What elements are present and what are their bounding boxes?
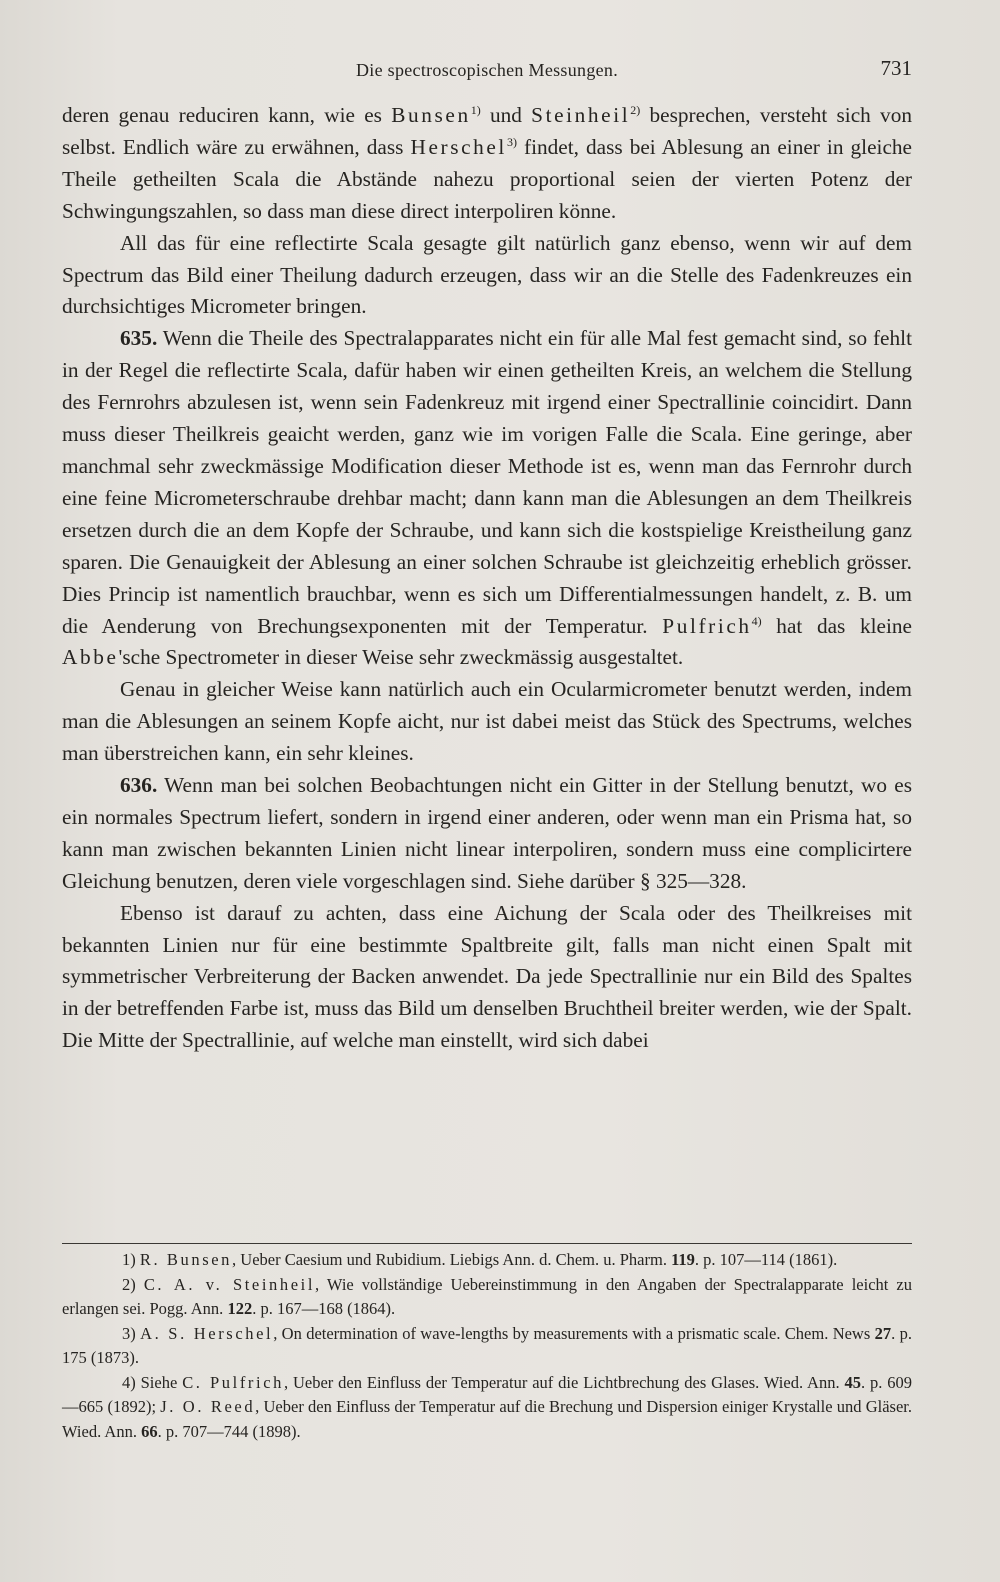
main-text xyxy=(62,100,912,1057)
text-run: . p. 167—168 (1864). xyxy=(252,1299,396,1318)
author-name-herschel: Herschel xyxy=(410,134,507,159)
author-name-bunsen: Bunsen xyxy=(391,103,471,127)
footnote-ref: 2) xyxy=(630,103,641,117)
text-run: , Wie vollständige Uebereinstimmung in den Angaben der Spectralapparate leicht zu erlangen sei. Pogg. Ann. xyxy=(62,1274,912,1318)
text-run: , On determination of wave-lengths by measurements with a prismatic scale. Chem. News xyxy=(273,1323,875,1343)
footnote-ref: 3) xyxy=(506,134,517,149)
text-run: . p. 107—114 (1861). xyxy=(694,1250,838,1269)
section-number: 635. xyxy=(120,326,158,351)
footnote-1 xyxy=(62,1248,912,1273)
paragraph: Ebenso ist darauf zu achten, dass eine Aichung der Scala oder des Theilkreises mit bekannten Linien nur für eine bestimmte Spaltbreite gilt, falls man nicht einen Spalt mit symmetrischer Verbreiterung der Backen anwendet. Da jede Spectrallinie nur ein Bild des Spaltes in der betreffenden Farbe ist, muss das Bild um denselben Bruchtheil breiter werden, wie der Spalt. Die Mitte der Spectrallinie, auf welche man einstellt, wird sich dabei xyxy=(62,900,912,1053)
text-run: deren genau reduciren kann, wie es xyxy=(62,103,392,127)
text-run: , Ueber den Einfluss der Temperatur auf die Lichtbrechung des Glases. Wied. Ann. xyxy=(283,1372,845,1392)
text-run: hat das kleine xyxy=(761,613,912,638)
author-name-abbe: Abbe xyxy=(62,645,119,670)
text-run: 1) xyxy=(122,1250,140,1269)
text-run: Wenn die Theile des Spectralapparates nicht ein für alle Mal fest gemacht sind, so fehlt in der Regel die reflectirte Scala, dafür haben wir einen getheilten Kreis, an welchem die Stellung des Fernrohrs abzulesen ist, wenn sein Fadenkreuz mit irgend einer Spectrallinie coincidirt. Dann muss dieser Theilkreis geaicht werden, ganz wie im vorigen Falle die Scala. Eine geringe, aber manchmal sehr zweckmässige Modification dieser Methode ist es, wenn man das Fernrohr durch eine feine Micrometerschraube drehbar macht; dann kann man die Ablesungen an dem Theilkreis ersetzen durch die an dem Kopfe der Schraube, und kann sich die kostspielige Kreistheilung ganz sparen. Die Genauigkeit der Ablesung an einer solchen Schraube ist gleichzeitig erheblich grösser. Dies Princip ist namentlich brauchbar, wenn es sich um Differentialmessungen handelt, z. B. um die Aenderung von Brechungsexponenten mit der Temperatur. xyxy=(62,326,912,638)
footnote-4 xyxy=(62,1371,912,1445)
volume-number: 122 xyxy=(227,1299,253,1318)
text-run: , Ueber den Einfluss der Temperatur auf die Brechung und Dispersion einiger Krystalle und Gläser. Wied. Ann. xyxy=(62,1397,912,1441)
paragraph: All das für eine reflectirte Scala gesagte gilt natürlich ganz ebenso, wenn wir auf dem Spectrum das Bild einer Theilung dadurch erzeugen, dass wir an die Stelle des Fadenkreuzes ein durchsichtiges Micrometer bringen. xyxy=(62,230,912,319)
author-name: R. Bunsen xyxy=(139,1250,233,1269)
footnote-3 xyxy=(62,1322,912,1371)
author-name: A. S. Herschel xyxy=(140,1323,274,1343)
section-636 xyxy=(62,770,912,898)
text-run: . p. 707—744 (1898). xyxy=(157,1421,301,1441)
author-name: J. O. Reed xyxy=(160,1397,256,1416)
volume-number: 27 xyxy=(874,1323,892,1343)
section-number: 636. xyxy=(120,773,158,798)
text-run: findet, dass bei Ablesung an einer in gleiche Theile getheilten Scala die Abstände nahezu proportional seien der vierten Potenz der Schwingungszahlen, so dass man diese direct interpoliren könne. xyxy=(62,134,912,223)
text-run: 2) xyxy=(122,1274,144,1294)
text-run: . p. 175 (1873). xyxy=(62,1323,912,1367)
text-run: 3) xyxy=(122,1323,141,1343)
author-name: C. Pulfrich xyxy=(182,1372,284,1392)
volume-number: 119 xyxy=(671,1250,695,1269)
author-name-pulfrich: Pulfrich xyxy=(662,613,752,638)
page-header xyxy=(62,56,912,88)
author-name-steinheil: Steinheil xyxy=(531,103,631,127)
footnote-ref: 1) xyxy=(470,103,481,117)
footnote-2 xyxy=(62,1273,912,1322)
page-number: 731 xyxy=(880,56,912,80)
text-run: . p. 609—665 (1892); xyxy=(62,1372,913,1416)
paragraph-continuation xyxy=(62,100,912,228)
paragraph: Genau in gleicher Weise kann natürlich auch ein Ocularmicrometer benutzt werden, indem man die Ablesungen an seinem Kopfe aicht, nur ist dabei meist das Stück des Spectrums, welches man überstreichen kann, ein sehr kleines. xyxy=(62,677,912,766)
footnote-ref: 4) xyxy=(751,613,762,628)
text-run: besprechen, versteht sich von selbst. Endlich wäre zu erwähnen, dass xyxy=(62,103,912,159)
text-run: Wenn man bei solchen Beobachtungen nicht ein Gitter in der Stellung benutzt, wo es ein normales Spectrum liefert, sondern in irgend einer anderen, oder wenn man ein Prisma hat, so kann man zwischen bekannten Linien nicht linear interpoliren, sondern muss eine complicirtere Gleichung benutzen, deren viele vorgeschlagen sind. Siehe darüber § 325—328. xyxy=(62,773,912,893)
running-title: Die spectroscopischen Messungen. xyxy=(355,60,619,80)
footnotes xyxy=(62,1243,912,1444)
volume-number: 66 xyxy=(141,1421,158,1441)
text-run: , Ueber Caesium und Rubidium. Liebigs Ann. d. Chem. u. Pharm. xyxy=(232,1250,672,1269)
text-run: 'sche Spectrometer in dieser Weise sehr zweckmässig ausgestaltet. xyxy=(118,645,684,670)
volume-number: 45 xyxy=(844,1372,861,1392)
text-run: 4) Siehe xyxy=(122,1372,183,1392)
text-run: und xyxy=(480,103,532,127)
section-635 xyxy=(62,323,912,674)
author-name: C. A. v. Steinheil xyxy=(143,1274,316,1294)
